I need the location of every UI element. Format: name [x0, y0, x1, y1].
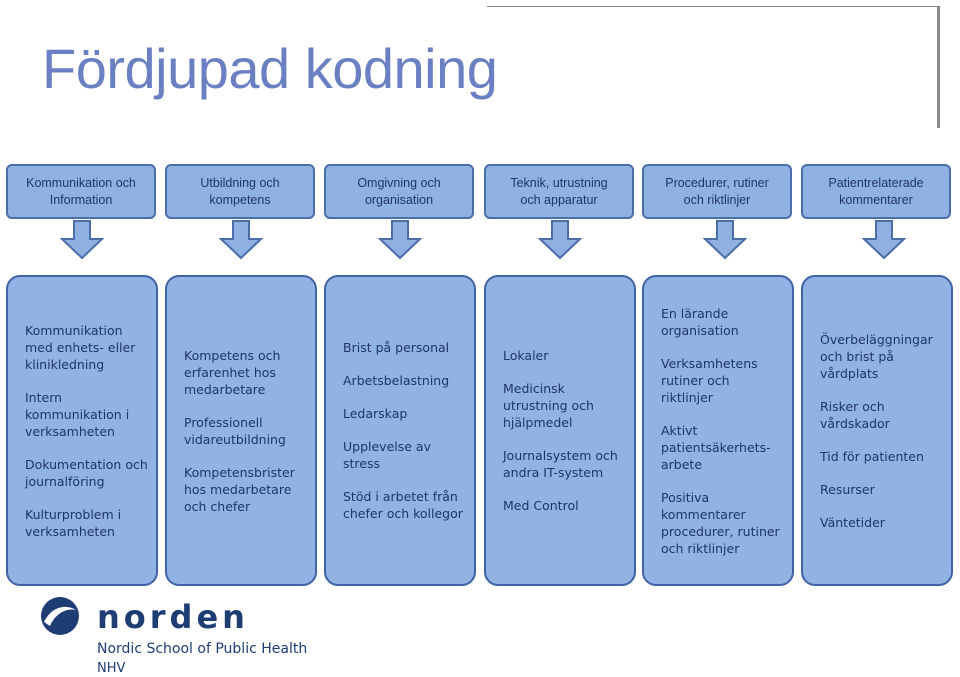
detail-item: Verksamhetens rutiner och riktlinjer	[661, 355, 758, 405]
category-header: Teknik, utrustning och apparatur	[484, 164, 634, 219]
decorative-line-right	[937, 6, 940, 128]
detail-item: Arbetsbelastning	[343, 373, 450, 388]
detail-item: Intern kommunikation i verksamheten	[25, 389, 130, 439]
detail-item: Kompetens och erfarenhet hos medarbetare	[184, 347, 281, 397]
category-detail-box	[801, 275, 953, 586]
category-header: Utbildning och kompetens	[165, 164, 315, 219]
category-detail-box	[484, 275, 636, 586]
category-detail-box	[324, 275, 476, 586]
norden-logo-wordmark: norden	[97, 598, 249, 636]
detail-item: Tid för patienten	[820, 448, 924, 464]
detail-item: Medicinsk utrustning och hjälpmedel	[503, 381, 594, 430]
detail-item: Med Control	[503, 498, 579, 513]
detail-item: Upplevelse av stress	[343, 439, 431, 471]
decorative-line-top	[487, 6, 939, 7]
page-title: Fördjupad kodning	[42, 37, 498, 100]
detail-item: Ledarskap	[343, 406, 408, 421]
detail-item: Risker och vårdskador	[820, 398, 890, 431]
category-header: Patientrelaterade kommentarer	[801, 164, 951, 219]
detail-item: Stöd i arbetet från chefer och kollegor	[343, 489, 463, 521]
detail-item: Överbeläggningar och brist på vårdplats	[820, 331, 933, 381]
organization-abbreviation: NHV	[97, 661, 126, 676]
detail-item: Aktivt patientsäkerhets- arbete	[661, 422, 771, 472]
detail-item: Positiva kommentarer procedurer, rutiner och riktlinjer	[661, 489, 780, 556]
down-arrow-icon	[219, 220, 263, 260]
category-header: Procedurer, rutiner och riktlinjer	[642, 164, 792, 219]
down-arrow-icon	[703, 220, 747, 260]
detail-item: Lokaler	[503, 348, 549, 363]
down-arrow-icon	[378, 220, 422, 260]
down-arrow-icon	[538, 220, 582, 260]
down-arrow-icon	[60, 220, 104, 260]
detail-item: Resurser	[820, 481, 875, 497]
detail-item: Dokumentation och journalföring	[25, 456, 148, 489]
norden-logo-icon	[40, 596, 80, 636]
detail-item: Kulturproblem i verksamheten	[25, 506, 122, 539]
detail-item: Kommunikation med enhets- eller klinikledning	[25, 322, 136, 372]
detail-item: Professionell vidareutbildning	[184, 414, 286, 447]
category-header: Kommunikation och Information	[6, 164, 156, 219]
category-header: Omgivning och organisation	[324, 164, 474, 219]
organization-name: Nordic School of Public Health	[97, 641, 308, 657]
category-detail-box	[6, 275, 158, 586]
detail-item: Journalsystem och andra IT-system	[503, 448, 618, 480]
detail-item: Brist på personal	[343, 340, 450, 355]
detail-item: Kompetensbrister hos medarbetare och chefer	[184, 464, 295, 514]
detail-item: Väntetider	[820, 514, 885, 530]
category-detail-box	[642, 275, 794, 586]
category-detail-box	[165, 275, 317, 586]
down-arrow-icon	[862, 220, 906, 260]
detail-item: En lärande organisation	[661, 305, 739, 338]
